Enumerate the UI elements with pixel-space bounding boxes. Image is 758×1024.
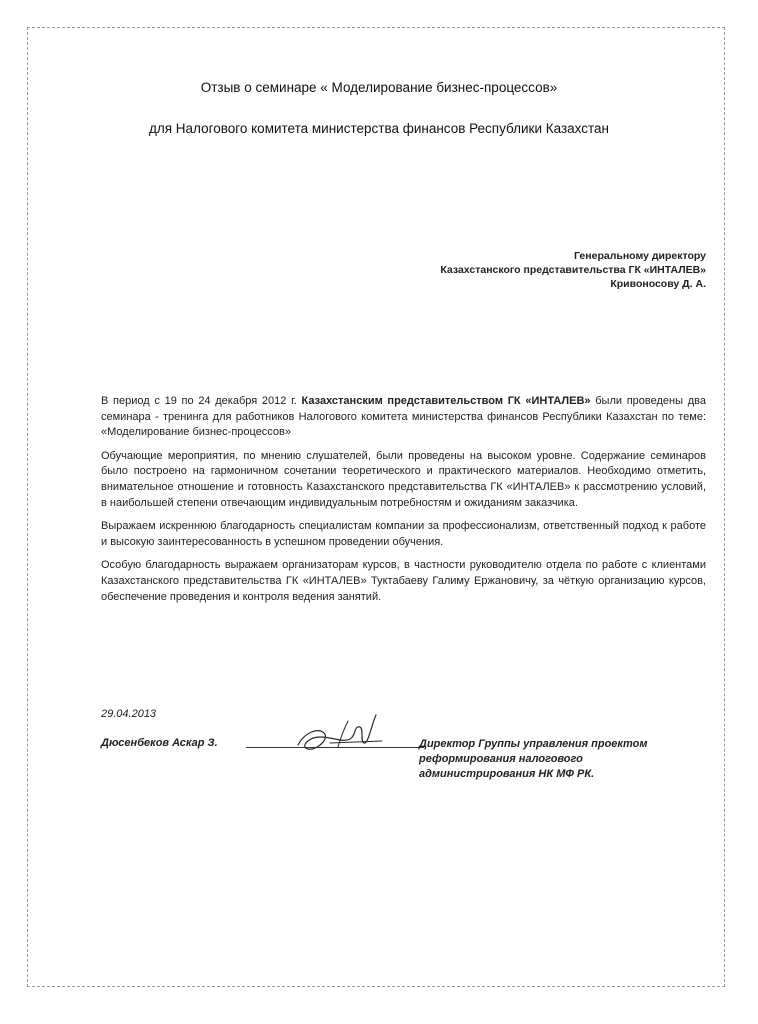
handwritten-signature [290,703,390,763]
paragraph: Особую благодарность выражаем организаторам курсов, в частности руководителю отдела по работе с клиентами Казахстанского представительства ГК «ИНТАЛЕВ» Туктабаеву Галиму Ержановичу, за чёткую организацию курсов, обеспечение проведения и контроля ведения занятий. [101,559,706,603]
document-date: 29.04.2013 [101,708,157,720]
position-line: реформирования налогового [419,753,583,765]
signer-name: Дюсенбеков Аскар З. [101,737,218,749]
document-subtitle: для Налогового комитета министерства финансов Республики Казахстан [148,121,610,136]
signer-position [419,737,648,782]
addressee-block [440,249,706,291]
addressee-line: Казахстанского представительства ГК «ИНТАЛЕВ» [440,264,706,276]
paragraph-text: были проведены два семинара - тренинга для работников Налогового комитета министерства финансов Республики Казахстан по теме: «Моделирование бизнес-процессов» [101,395,706,439]
paragraph [101,394,706,441]
position-line: Директор Группы управления проектом [419,738,648,750]
addressee-line: Кривоносову Д. А. [610,278,706,290]
letter-body [101,394,706,613]
paragraph: Выражаем искреннюю благодарность специалистам компании за профессионализм, ответственный подход к работе и высокую заинтересованность в успешном проведении обучения. [101,520,706,548]
document-title: Отзыв о семинаре « Моделирование бизнес-процессов» [200,80,558,95]
position-line: администрирования НК МФ РК. [419,768,595,780]
addressee-line: Генеральному директору [574,250,706,262]
company-name: Казахстанским представительством ГК «ИНТАЛЕВ» [301,395,591,407]
paragraph-text: В период с 19 по 24 декабря 2012 г. [101,395,302,407]
paragraph: Обучающие мероприятия, по мнению слушателей, были проведены на высоком уровне. Содержание семинаров было построено на гармоничном сочетании теоретического и практического материалов. Необходимо отметить, внимательное отношение и готовность Казахстанского представительства ГК «ИНТАЛЕВ» к рассмотрению условий, в наибольшей степени отвечающим индивидуальным потребностям и ожиданиям заказчика. [101,449,706,509]
